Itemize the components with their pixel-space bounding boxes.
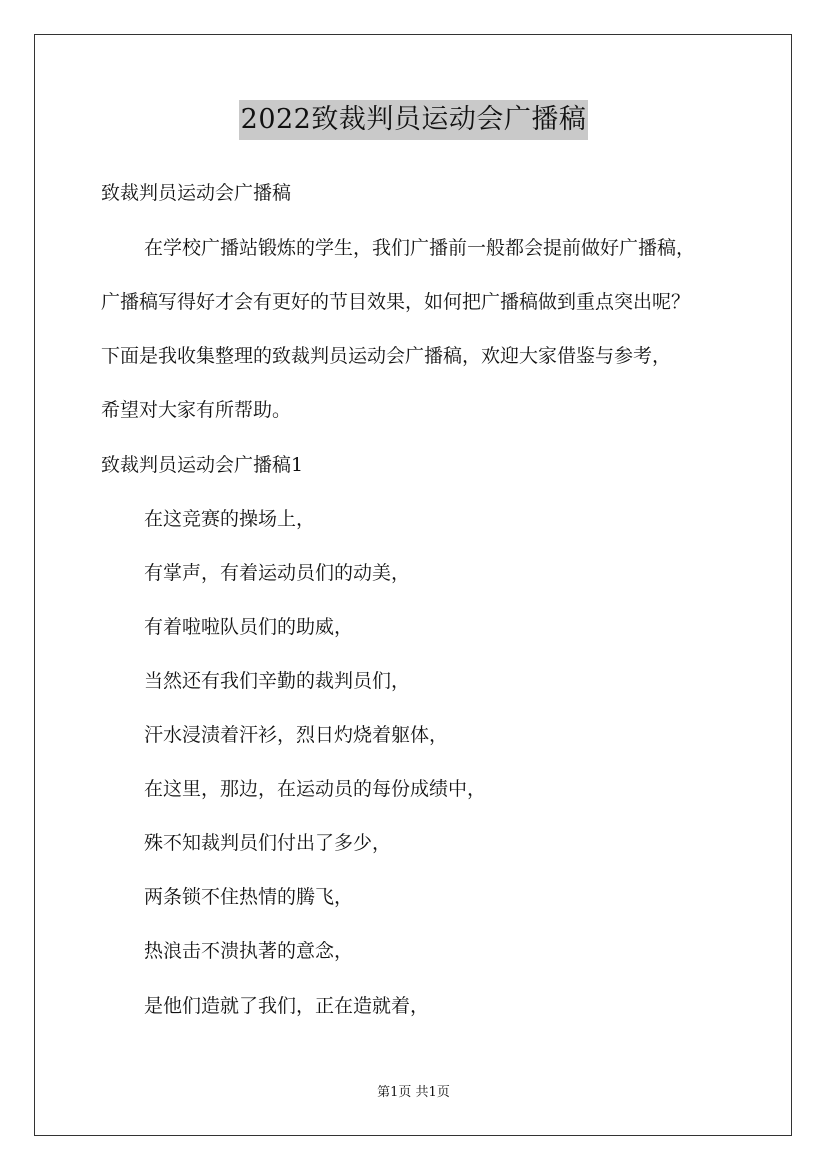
title-container [0,100,827,140]
poem-line: 汗水浸渍着汗衫，烈日灼烧着躯体， [144,724,449,746]
section-heading: 致裁判员运动会广播稿1 [101,454,304,476]
poem-line: 殊不知裁判员们付出了多少， [144,832,392,854]
poem-line: 在这里，那边，在运动员的每份成绩中， [144,778,487,800]
poem-line: 有着啦啦队员们的助威， [144,616,354,638]
poem-line: 当然还有我们辛勤的裁判员们， [144,670,411,692]
poem-line: 在这竞赛的操场上， [144,508,316,530]
paragraph-line: 下面是我收集整理的致裁判员运动会广播稿，欢迎大家借鉴与参考， [101,345,672,367]
document-title: 2022致裁判员运动会广播稿 [239,100,589,140]
poem-line: 是他们造就了我们，正在造就着， [144,995,430,1017]
paragraph-line: 广播稿写得好才会有更好的节目效果，如何把广播稿做到重点突出呢？ [101,291,691,313]
paragraph-line: 希望对大家有所帮助。 [101,399,292,421]
poem-line: 热浪击不溃执著的意念， [144,940,354,962]
poem-line: 有掌声，有着运动员们的动美， [144,562,411,584]
page-footer: 第1页 共1页 [377,1085,450,1100]
paragraph-line: 在学校广播站锻炼的学生，我们广播前一般都会提前做好广播稿， [144,237,696,259]
section-heading: 致裁判员运动会广播稿 [101,182,292,204]
poem-line: 两条锁不住热情的腾飞， [144,886,354,908]
